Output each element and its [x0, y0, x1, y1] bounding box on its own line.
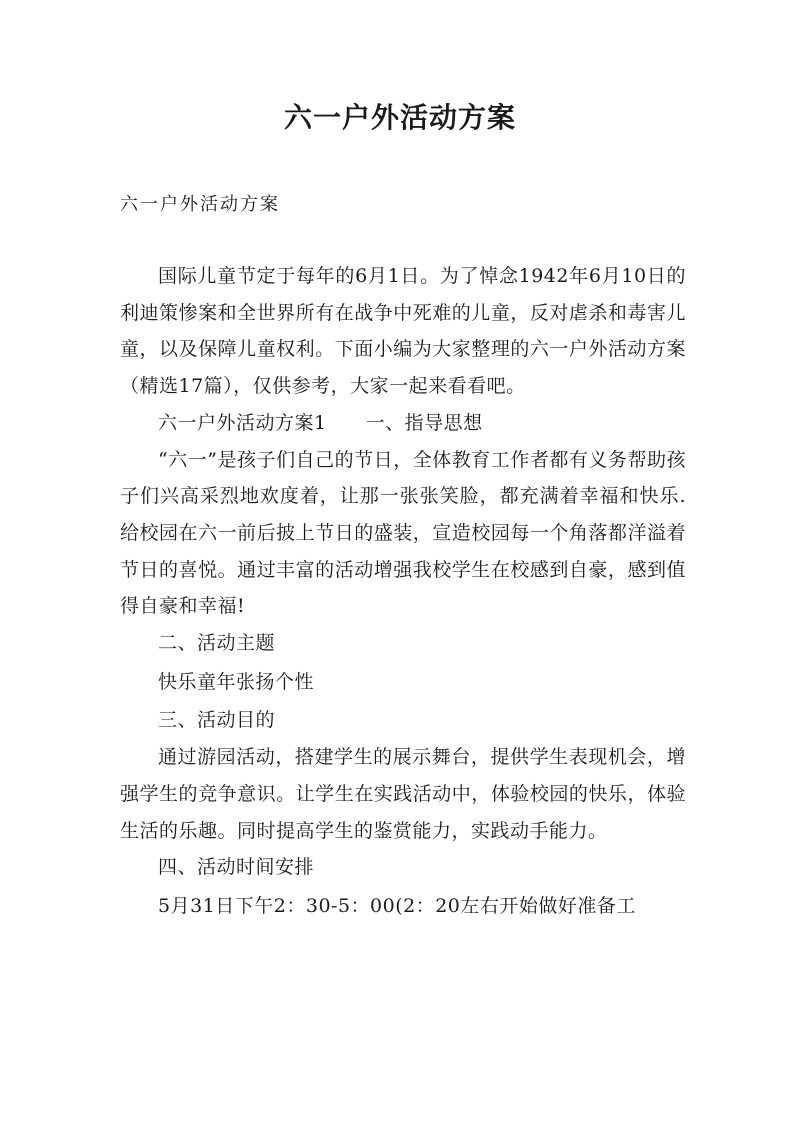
document-subtitle: 六一户外活动方案 [120, 194, 280, 215]
section-heading-schedule: 四、活动时间安排 [158, 856, 315, 879]
section-heading-theme: 二、活动主题 [158, 632, 276, 655]
section-heading-purpose: 三、活动目的 [158, 709, 276, 732]
intro-paragraph: 国际儿童节定于每年的6月1日。为了悼念1942年6月10日的利迪策惨案和全世界所有在战争中死难的儿童，反对虐杀和毒害儿童，以及保障儿童权利。下面小编为大家整理的六一户外活动方案（精选17篇），仅供参考，大家一起来看看吧。 [120, 265, 686, 398]
guiding-idea-paragraph: “六一”是孩子们自己的节日，全体教育工作者都有义务帮助孩子们兴高采烈地欢度着，让那一张张笑脸，都充满着幸福和快乐.给校园在六一前后披上节日的盛装，宣造校园每一个角落都洋溢着节日的喜悦。通过丰富的活动增强我校学生在校感到自豪，感到值得自豪和幸福! [120, 448, 686, 618]
document-body [120, 258, 686, 925]
theme-paragraph: 快乐童年张扬个性 [158, 670, 315, 693]
document-title: 六一户外活动方案 [283, 101, 516, 134]
schedule-paragraph: 5月31日下午2：30-5：00(2：20左右开始做好准备工 [158, 894, 636, 917]
section-heading-guiding-idea: 六一户外活动方案1 一、指导思想 [158, 411, 483, 434]
purpose-paragraph: 通过游园活动，搭建学生的展示舞台，提供学生表现机会，增强学生的竞争意识。让学生在实践活动中，体验校园的快乐，体验生活的乐趣。同时提高学生的鉴赏能力，实践动手能力。 [120, 746, 686, 842]
